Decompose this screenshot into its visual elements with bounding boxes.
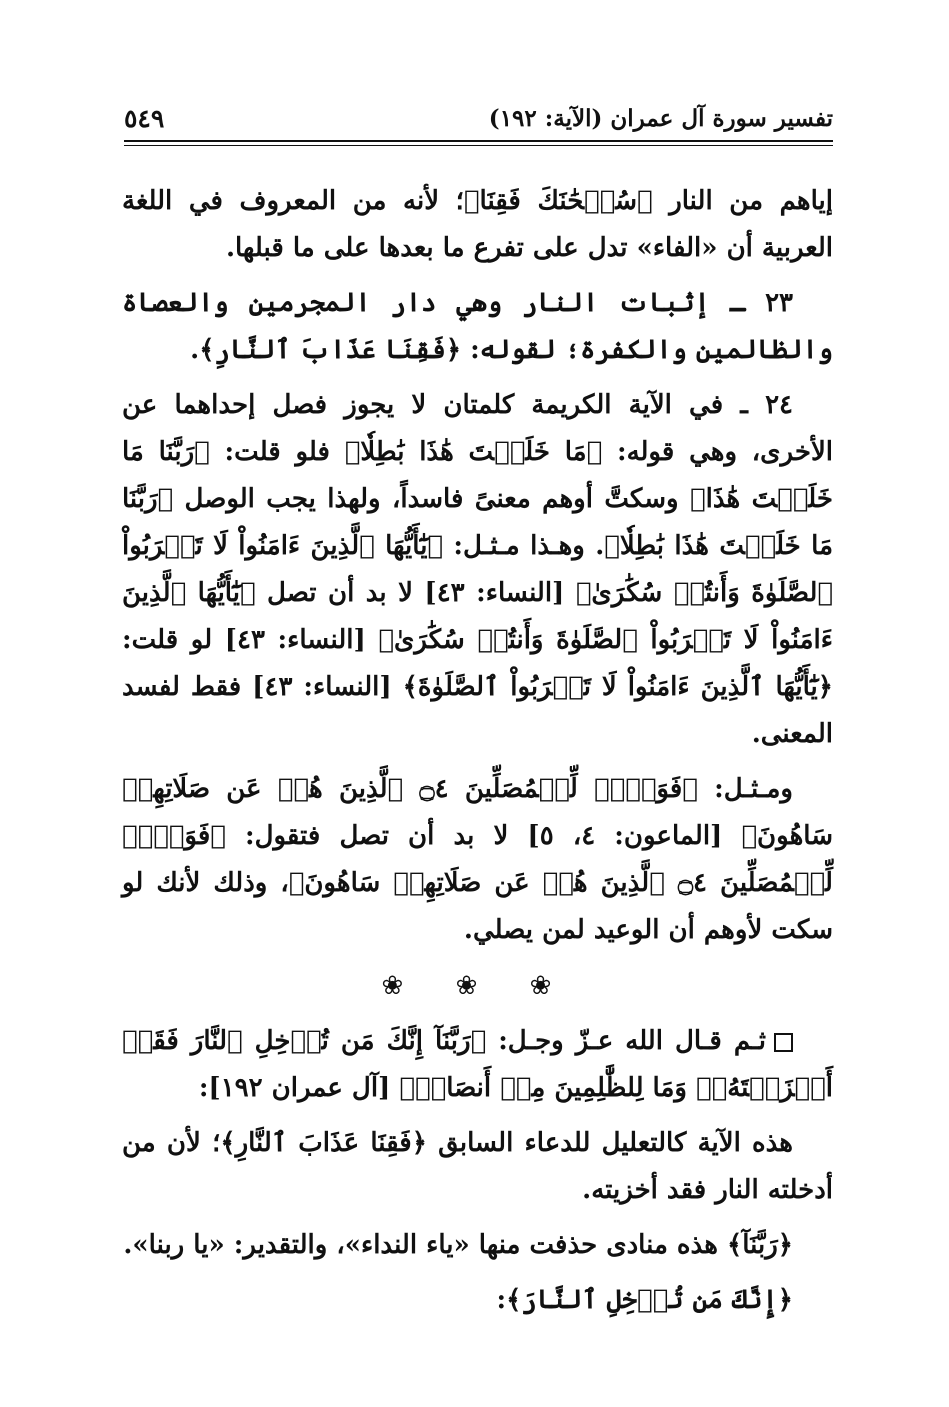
section-separator: ❀ ❀ ❀ [381,971,574,1001]
header-rule-thin [124,145,833,146]
page-header [124,98,833,138]
running-title: تفسير سورة آل عمران (الآية: ١٩٢) [488,104,833,132]
checkbox-square-icon [774,1033,793,1052]
verse-intro-paragraph [122,1018,833,1112]
paragraph-rabbana: ﴿رَبَّنَآ﴾ هذه منادى حذفت منها «ياء النداء»، والتقدير: «يا ربنا». [123,1230,793,1260]
paragraph-point-24: ٢٤ ـ في الآية الكريمة كلمتان لا يجوز فصل إحداهما عن الأخرى، وهي قوله: ﴿مَا خَلَقۡتَ هَٰذَا بَٰطِلٗا﴾ فلو قلت: ﴿رَبَّنَا مَا خَلَقۡتَ هَٰذَا﴾ وسكتَّ أوهم معنىً فاسداً، ولهذا يجب الوصل ﴿رَبَّنَا مَا خَلَقۡتَ هَٰذَا بَٰطِلٗا﴾. وهـذا مـثـل: ﴿يَٰٓأَيُّهَا ٱلَّذِينَ ءَامَنُواْ لَا تَقۡرَبُواْ ٱلصَّلَوٰةَ وَأَنتُمۡ سُكَٰرَىٰ﴾ [النساء: ٤٣] لا بد أن تصل ﴿يَٰٓأَيُّهَا ٱلَّذِينَ ءَامَنُواْ لَا تَقۡرَبُواْ ٱلصَّلَوٰةَ وَأَنتُمۡ سُكَٰرَىٰ﴾ [النساء: ٤٣] لو قلت: ﴿يَٰٓأَيُّهَا ٱلَّذِينَ ءَامَنُواْ لَا تَقۡرَبُواْ ٱلصَّلَوٰةَ﴾ [النساء: ٤٣] فقط لفسد المعنى. [122,390,833,749]
paragraph-explanation: هذه الآية كالتعليل للدعاء السابق ﴿فَقِنَا عَذَابَ ٱلنَّارِ﴾؛ لأن من أدخلته النار فقد أخزيته. [122,1128,833,1205]
page-number: ٥٤٩ [124,103,165,133]
paragraph-innaka: ﴿إِنَّكَ مَن تُدۡخِلِ ٱلنَّارَ﴾: [496,1285,793,1315]
paragraph-continuation: إياهم من النار ﴿سُبۡحَٰنَكَ فَقِنَا﴾؛ لأنه من المعروف في اللغة العربية أن «الفاء» تدل على تفرع ما بعدها على ما قبلها. [122,186,833,263]
header-rule [124,140,833,142]
verse-intro-text: ثـم قـال الله عـزّ وجـل: ﴿رَبَّنَآ إِنَّكَ مَن تُدۡخِلِ ٱلنَّارَ فَقَدۡ أَخۡزَيۡتَهُۥۖ وَمَا لِلظَّٰلِمِينَ مِنۡ أَنصَارٖ﴾ [آل عمران ١٩٢]: [122,1026,833,1103]
body-text [122,178,833,1332]
paragraph-example: ومـثـل: ﴿فَوَيۡلٞ لِّلۡمُصَلِّينَ ۝٤ ٱلَّذِينَ هُمۡ عَن صَلَاتِهِمۡ سَاهُونَ﴾ [الماعون: ٤، ٥] لا بد أن تصل فتقول: ﴿فَوَيۡلٞ لِّلۡمُصَلِّينَ ۝٤ ٱلَّذِينَ هُمۡ عَن صَلَاتِهِمۡ سَاهُونَ﴾، وذلك لأنك لو سكت لأوهم أن الوعيد لمن يصلي. [122,774,834,945]
paragraph-point-23: ٢٣ ـ إثبات النار وهي دار المجرمين والعصاة والظالمين والكفرة؛ لقوله: ﴿فَقِنَا عَذَابَ ٱلنَّارِ﴾. [122,288,833,365]
